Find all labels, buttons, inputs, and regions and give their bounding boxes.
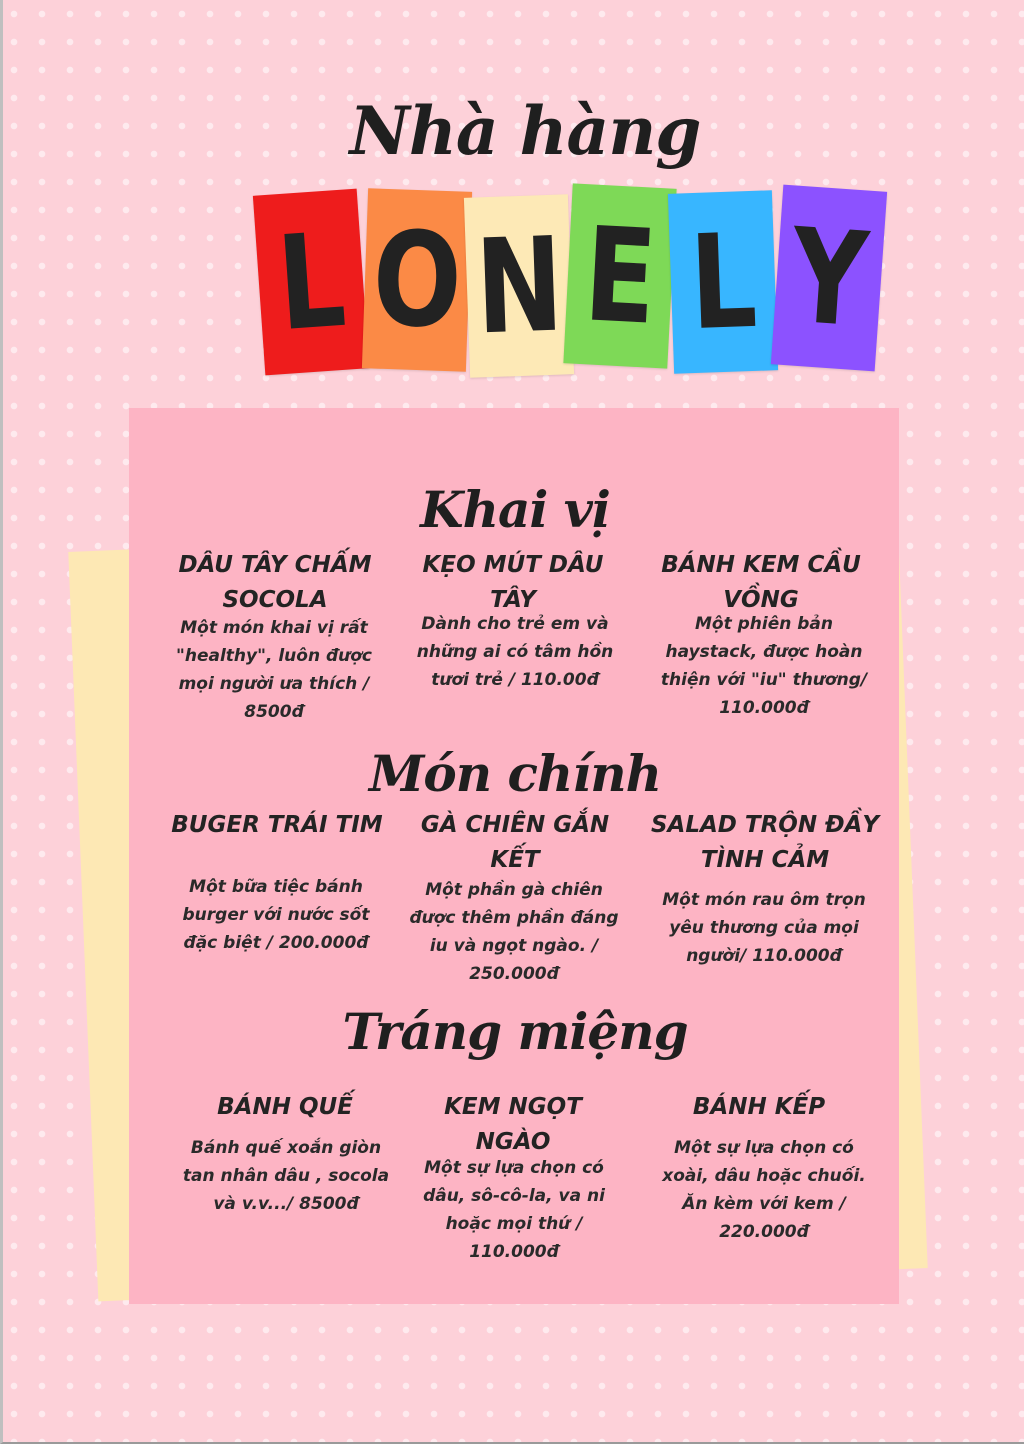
- brand-tile-n: [464, 194, 574, 378]
- item-desc: Một món rau ôm trọn yêu thương của mọi người/ 110.000đ: [662, 890, 866, 966]
- section-title-appetizers: Khai vị: [420, 480, 610, 539]
- brand-letter: L: [687, 204, 759, 360]
- item-name: KEM NGỌT NGÀO: [444, 1094, 582, 1155]
- item-name: SALAD TRỘN ĐẦY TÌNH CẢM: [650, 812, 880, 873]
- item-name: BÁNH KEM CẦU VỒNG: [661, 552, 861, 613]
- item-name: BUGER TRÁI TIM: [171, 812, 383, 838]
- brand-letter: L: [272, 203, 350, 361]
- item-name: KẸO MÚT DÂU TÂY: [422, 552, 604, 613]
- item-name: DÂU TÂY CHẤM SOCOLA: [178, 552, 372, 613]
- brand-tile-e: [563, 183, 676, 368]
- item-name: GÀ CHIÊN GẮN KẾT: [420, 812, 610, 873]
- item-desc: Một phần gà chiên được thêm phần đáng iu và ngọt ngào. / 250.000đ: [409, 880, 619, 984]
- section-title-dessert: Tráng miệng: [342, 1002, 688, 1061]
- item-desc: Dành cho trẻ em và những ai có tâm hồn tươi trẻ / 110.00đ: [416, 614, 614, 690]
- item-desc: Một bữa tiệc bánh burger với nước sốt đặc biệt / 200.000đ: [182, 877, 370, 953]
- brand-tile-l2: [668, 190, 778, 374]
- brand-letter: E: [580, 198, 660, 354]
- item-name: BÁNH KẾP: [692, 1094, 826, 1120]
- brand-letter: O: [370, 202, 464, 358]
- brand-tile-l: [253, 189, 369, 376]
- item-name: BÁNH QUẾ: [217, 1094, 353, 1120]
- brand-tile-y: [771, 185, 887, 372]
- item-desc: Bánh quế xoắn giòn tan nhân dâu , socola và v.v.../ 8500đ: [182, 1138, 390, 1214]
- item-desc: Một sự lựa chọn có xoài, dâu hoặc chuối. Ăn kèm với kem / 220.000đ: [662, 1138, 866, 1242]
- restaurant-label: Nhà hàng: [349, 92, 701, 170]
- brand-letter: Y: [786, 199, 872, 357]
- section-title-main-course: Món chính: [369, 744, 661, 803]
- brand-tile-o: [362, 188, 472, 372]
- item-desc: Một món khai vị rất "healthy", luôn được mọi người ưa thích / 8500đ: [176, 618, 372, 722]
- item-desc: Một phiên bản haystack, được hoàn thiện với "iu" thương/ 110.000đ: [660, 614, 868, 718]
- item-desc: Một sự lựa chọn có dâu, sô-cô-la, va ni hoặc mọi thứ / 110.000đ: [423, 1158, 605, 1262]
- brand-letter: N: [472, 208, 566, 364]
